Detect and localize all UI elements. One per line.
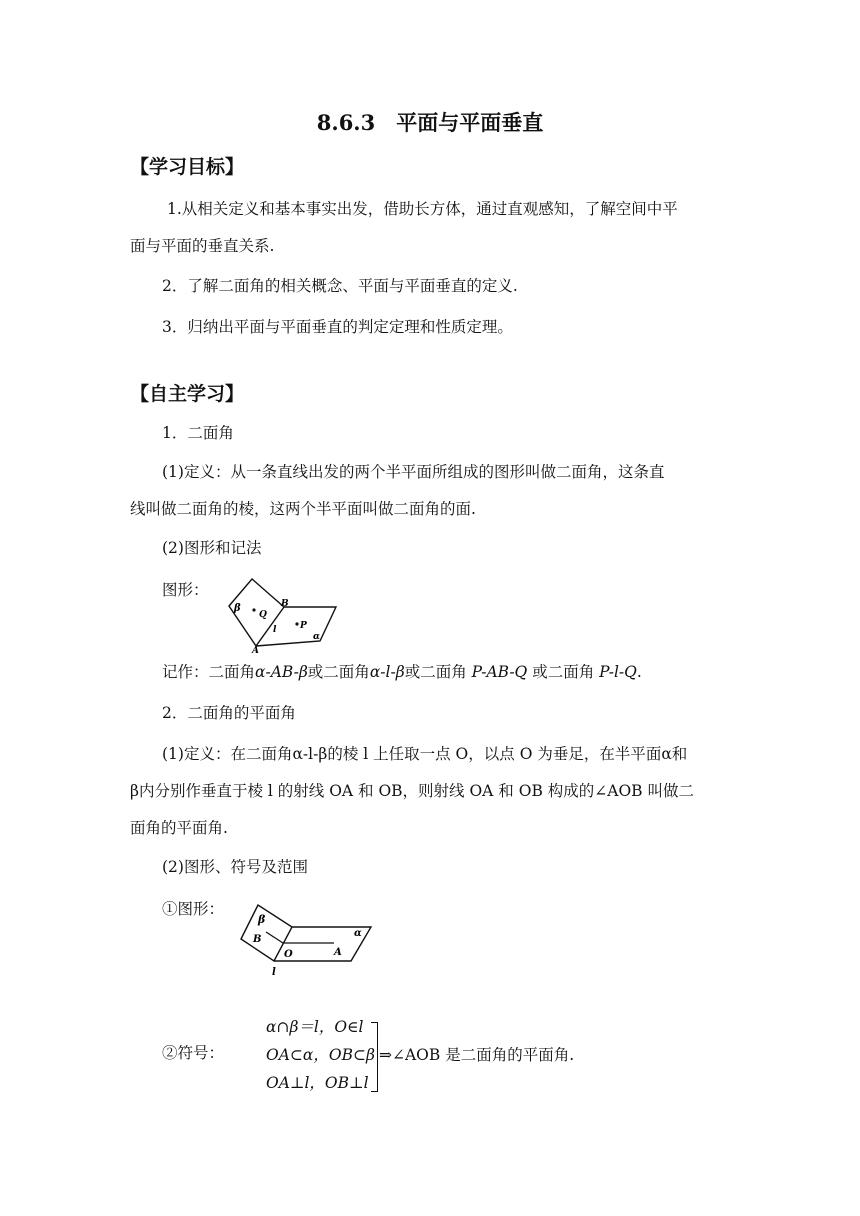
condition-3: OA⊥l，OB⊥l: [266, 1074, 369, 1092]
point-q-dot: [252, 608, 255, 611]
part1-definition-line-2: 线叫做二面角的棱，这两个半平面叫做二面角的面.: [130, 500, 476, 518]
ray-ob: [266, 932, 283, 943]
conditions-brace: [371, 1022, 378, 1092]
label-a: A: [252, 646, 259, 656]
goal-1-line-2: 面与平面的垂直关系.: [130, 237, 275, 255]
section-heading-goals: 【学习目标】: [130, 156, 245, 178]
part2-figure-label: ①图形：: [162, 900, 225, 918]
condition-2: OA⊂α，OB⊂β: [266, 1046, 375, 1064]
part2-symbol-label: ②符号：: [162, 1044, 225, 1062]
label-o: O: [284, 949, 293, 960]
label-l: l: [272, 967, 276, 978]
part2-figure-heading: (2)图形、符号及范围: [162, 858, 308, 876]
label-beta: β: [258, 913, 266, 926]
point-p-dot: [295, 622, 298, 625]
section-heading-self-study: 【自主学习】: [130, 383, 245, 405]
dihedral-angle-figure: [226, 575, 342, 655]
label-b: B: [281, 599, 289, 609]
part2-definition-line-2: β内分别作垂直于棱 l 的射线 OA 和 OB，则射线 OA 和 OB 构成的∠AOB 叫做二: [130, 782, 694, 800]
part1-notation: 记作：二面角α-AB-β或二面角α-l-β或二面角 P-AB-Q 或二面角 P-l-Q.: [162, 663, 642, 681]
goal-3: 3．归纳出平面与平面垂直的判定定理和性质定理。: [162, 318, 513, 336]
label-l: l: [273, 625, 277, 635]
part1-heading: 1．二面角: [162, 424, 234, 442]
label-a: A: [334, 947, 342, 958]
label-alpha: α: [313, 632, 320, 642]
part1-figure-label: 图形：: [162, 581, 209, 599]
part2-heading: 2．二面角的平面角: [162, 704, 296, 722]
goal-2: 2．了解二面角的相关概念、平面与平面垂直的定义.: [162, 277, 518, 295]
part2-definition-line-3: 面角的平面角.: [130, 819, 228, 837]
plane-angle-figure: [238, 895, 378, 977]
label-beta: β: [234, 603, 241, 614]
part2-definition-line-1: (1)定义：在二面角α-l-β的棱 l 上任取一点 O，以点 O 为垂足，在半平面α和: [162, 745, 688, 763]
conclusion: ⇒∠AOB 是二面角的平面角.: [379, 1046, 575, 1064]
label-b: B: [253, 934, 262, 945]
page-title: 8.6.3 平面与平面垂直: [316, 110, 544, 135]
part1-definition-line-1: (1)定义：从一条直线出发的两个半平面所组成的图形叫做二面角，这条直: [162, 463, 665, 481]
label-p: P: [300, 621, 307, 631]
goal-1-line-1: 1.从相关定义和基本事实出发，借助长方体，通过直观感知，了解空间中平: [167, 200, 678, 218]
label-alpha: α: [354, 928, 362, 939]
condition-1: α∩β＝l，O∈l: [266, 1018, 364, 1036]
plane-alpha-shape: [256, 607, 336, 646]
label-q: Q: [259, 610, 267, 620]
part1-figure-heading: (2)图形和记法: [162, 539, 262, 557]
